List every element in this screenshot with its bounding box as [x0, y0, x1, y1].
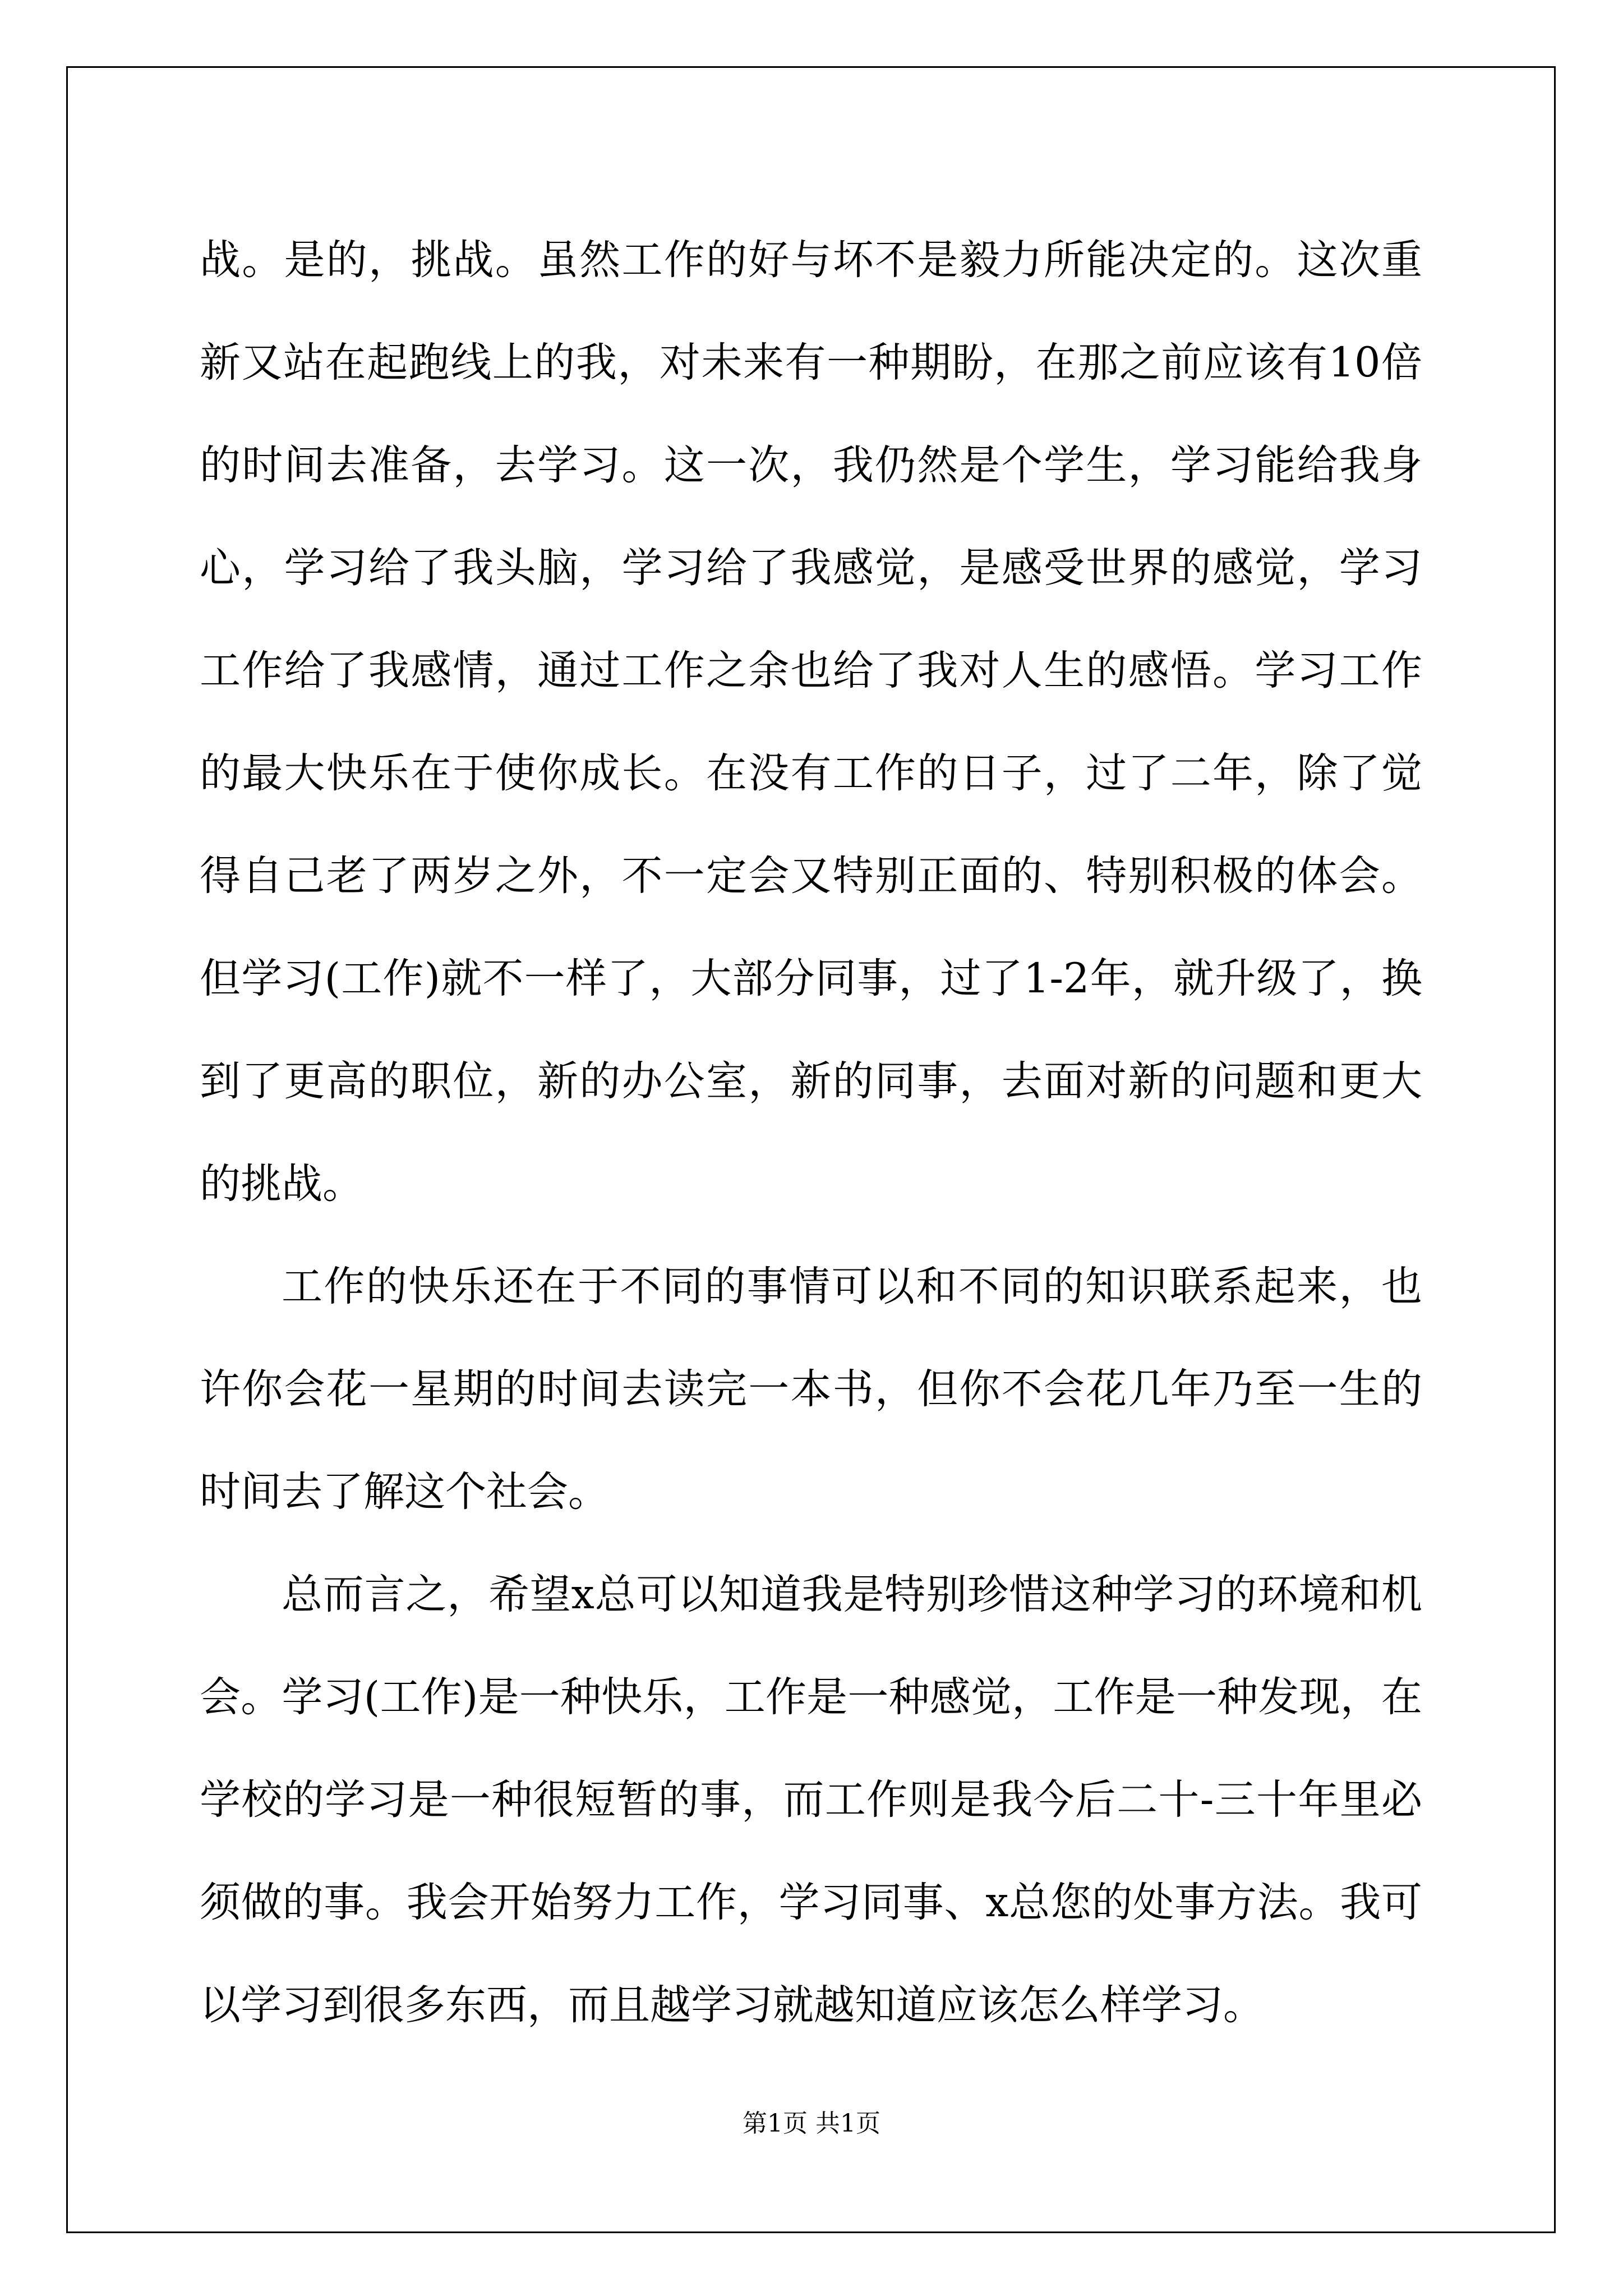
paragraph-2: 工作的快乐还在于不同的事情可以和不同的知识联系起来，也许你会花一星期的时间去读完一本书，但你不会花几年乃至一生的时间去了解这个社会。 — [200, 1263, 1422, 1516]
page-footer: 第1页 共1页 — [743, 2109, 880, 2138]
document-body — [200, 209, 1422, 2056]
paragraph-1: 战。是的，挑战。虽然工作的好与坏不是毅力所能决定的。这次重新又站在起跑线上的我，对未来有一种期盼，在那之前应该有10倍的时间去准备，去学习。这一次，我仍然是个学生，学习能给我身心，学习给了我头脑，学习给了我感觉，是感受世界的感觉，学习工作给了我感情，通过工作之余也给了我对人生的感悟。学习工作的最大快乐在于使你成长。在没有工作的日子，过了二年，除了觉得自己老了两岁之外，不一定会又特别正面的、特别积极的体会。但学习(工作)就不一样了，大部分同事，过了1-2年，就升级了，换到了更高的职位，新的办公室，新的同事，去面对新的问题和更大的挑战。 — [200, 236, 1422, 1208]
paragraph-3: 总而言之，希望x总可以知道我是特别珍惜这种学习的环境和机会。学习(工作)是一种快乐，工作是一种感觉，工作是一种发现，在学校的学习是一种很短暂的事，而工作则是我今后二十-三十年里必须做的事。我会开始努力工作，学习同事、x总您的处事方法。我可以学习到很多东西，而且越学习就越知道应该怎么样学习。 — [200, 1571, 1422, 2029]
